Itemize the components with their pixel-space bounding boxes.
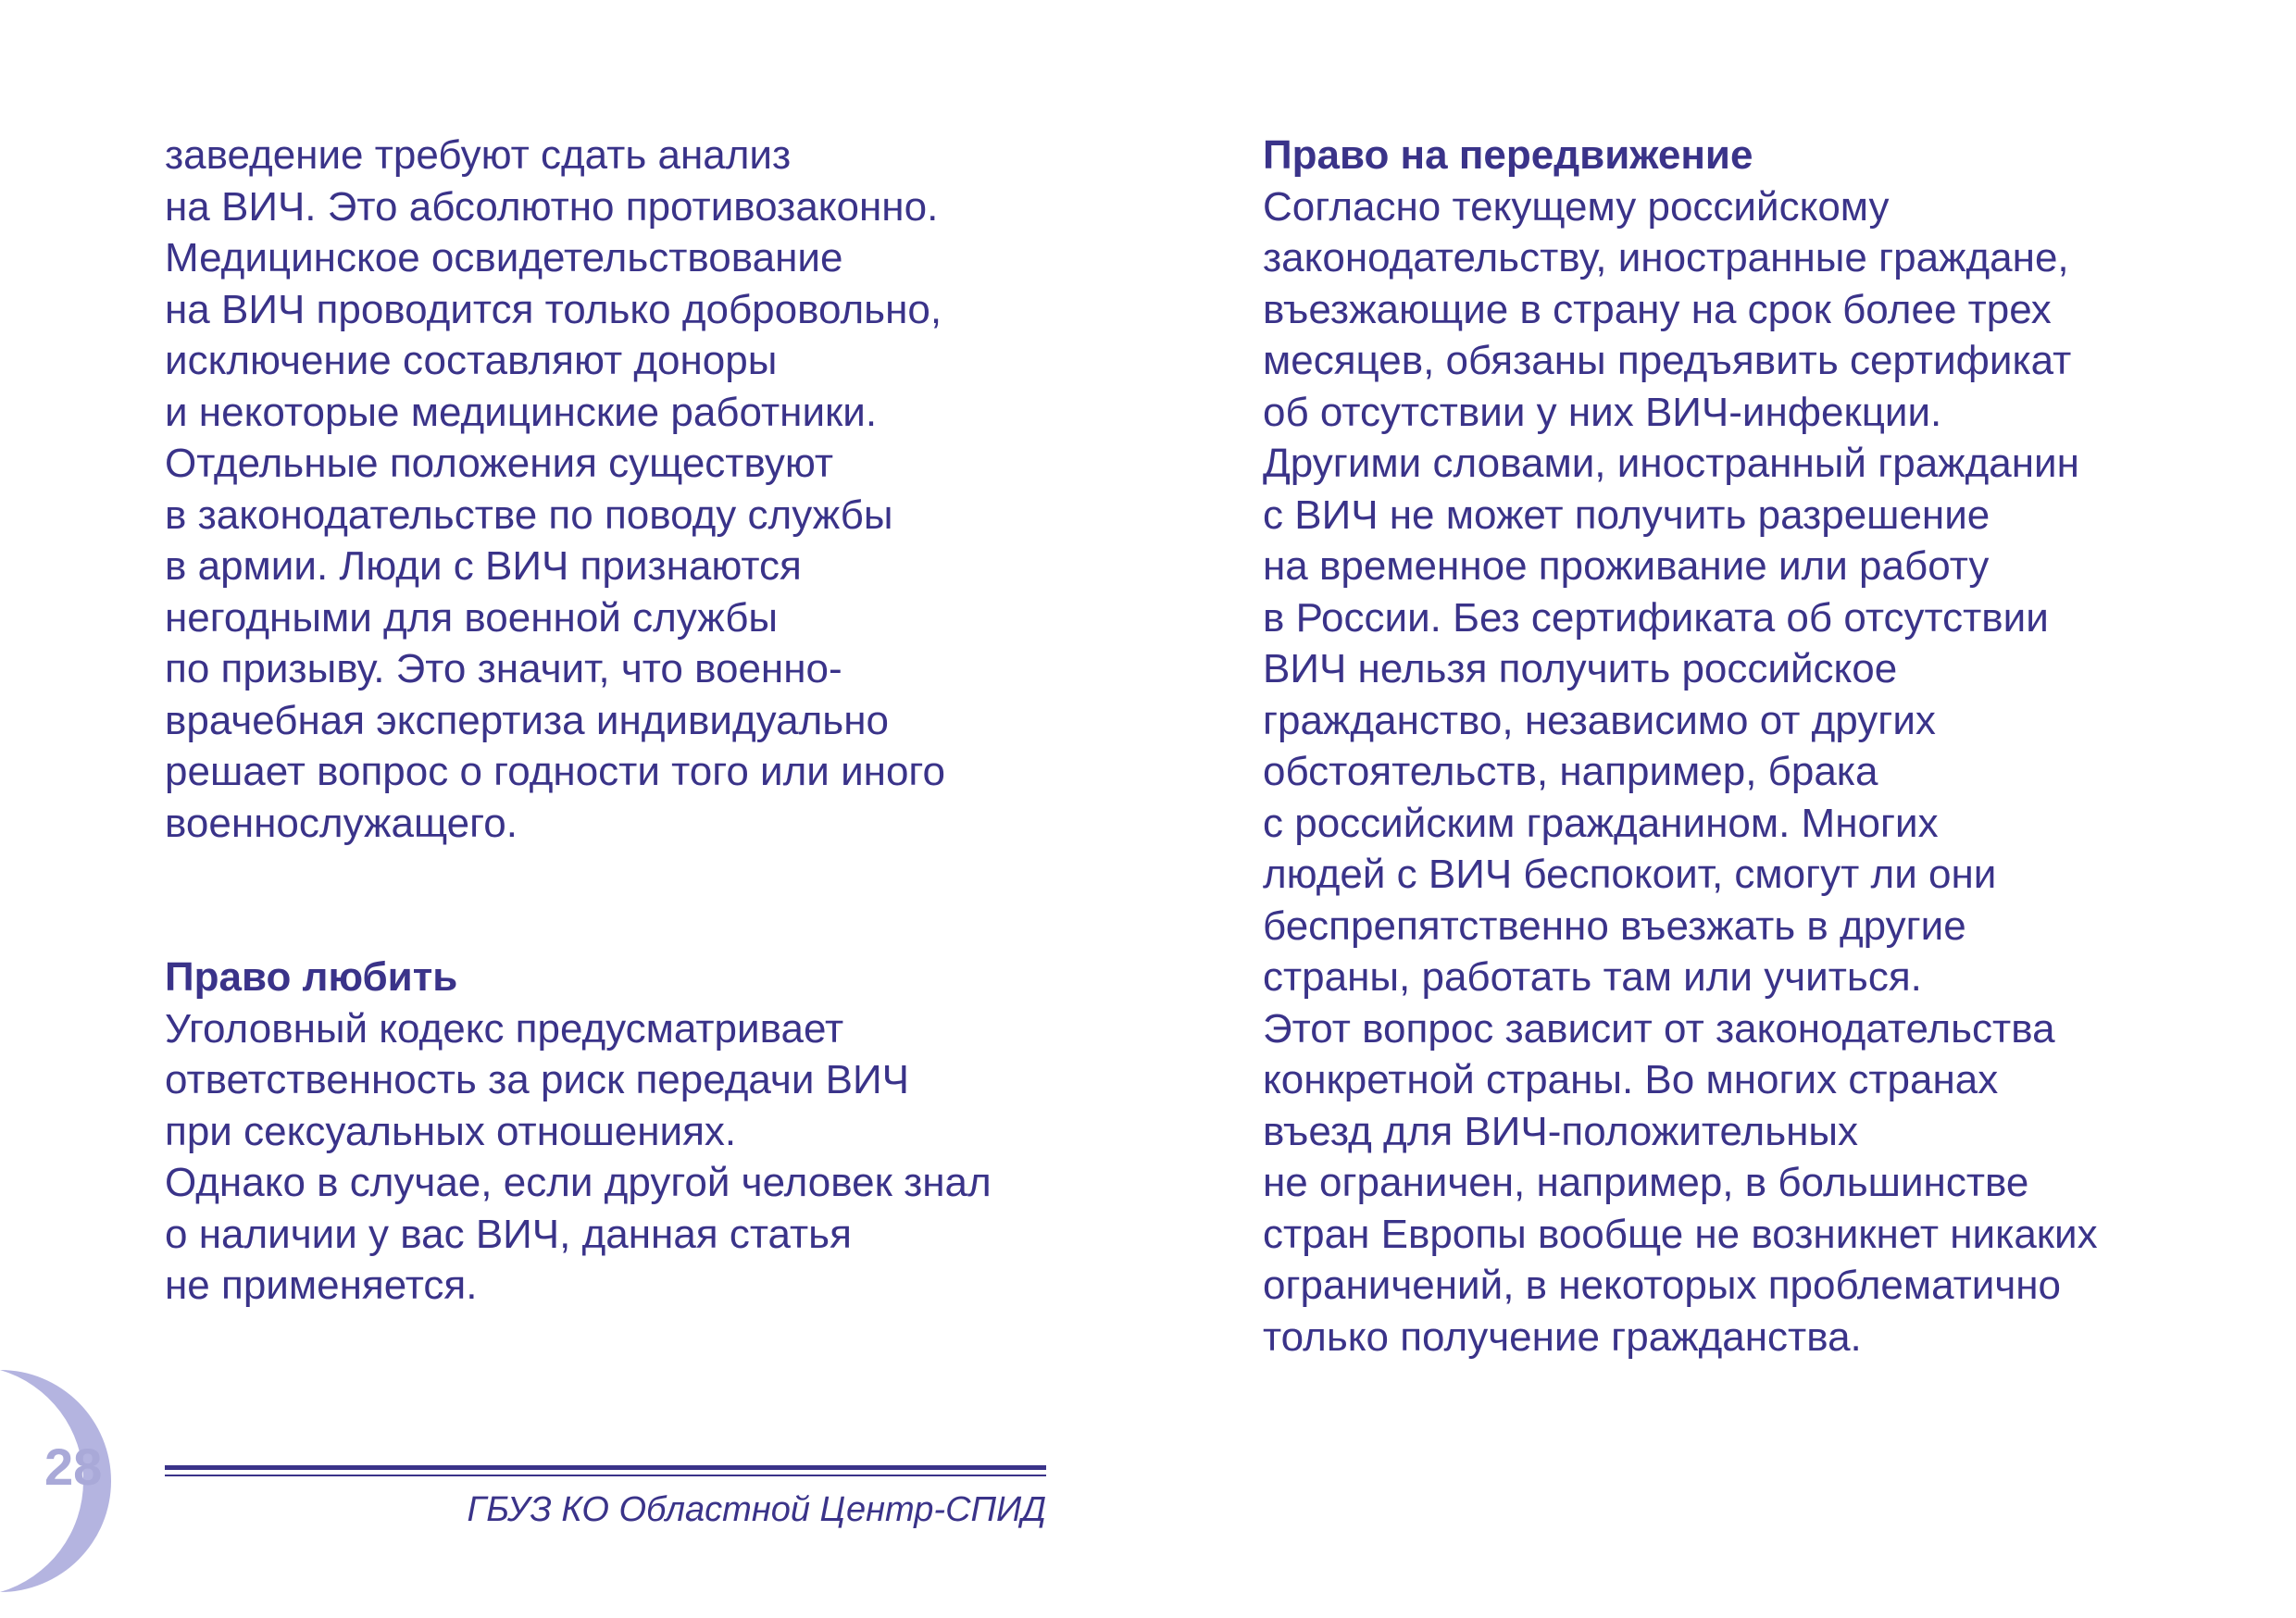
intro-line: на ВИЧ проводится только добровольно, (165, 286, 942, 332)
section-heading-movement: Право на передвижение (1263, 132, 1753, 178)
movement-line: конкретной страны. Во многих странах (1263, 1057, 1999, 1102)
love-line: Однако в случае, если другой человек знал (165, 1160, 992, 1205)
movement-line: с российским гражданином. Многих (1263, 800, 1939, 846)
movement-line: обстоятельств, например, брака (1263, 749, 1878, 794)
intro-line: на ВИЧ. Это абсолютно противозаконно. (165, 183, 939, 230)
movement-line: стран Европы вообще не возникнет никаких (1263, 1211, 2098, 1257)
intro-line: врачебная экспертиза индивидуально (165, 697, 889, 743)
movement-line: с ВИЧ не может получить разрешение (1263, 492, 1990, 538)
left-column (165, 130, 1128, 1312)
section-heading-love: Право любить (165, 954, 458, 1000)
movement-line: об отсутствии у них ВИЧ-инфекции. (1263, 389, 1942, 435)
intro-paragraph (165, 130, 1128, 849)
love-line: ответственность за риск передачи ВИЧ (165, 1057, 909, 1102)
movement-paragraph (1263, 181, 2244, 1363)
love-paragraph (165, 1003, 1128, 1312)
movement-line: месяцев, обязаны предъявить сертификат (1263, 338, 2072, 383)
intro-line: по призыву. Это значит, что военно- (165, 646, 842, 691)
movement-line: не ограничен, например, в большинстве (1263, 1160, 2029, 1205)
movement-line: гражданство, независимо от других (1263, 697, 1936, 743)
footer-rule (165, 1465, 1046, 1470)
love-line: о наличии у вас ВИЧ, данная статья (165, 1211, 852, 1257)
intro-line: в законодательстве по поводу службы (165, 492, 893, 538)
movement-line: Другими словами, иностранный гражданин (1263, 441, 2079, 486)
movement-line: въезжающие в страну на срок более трех (1263, 286, 2052, 332)
page-number: 28 (44, 1438, 103, 1496)
intro-line: военнослужащего. (165, 800, 518, 846)
section-gap (165, 849, 1128, 952)
intro-line: заведение требуют сдать анализ (165, 132, 792, 178)
movement-line: Согласно текущему российскому (1263, 183, 1890, 230)
intro-line: в армии. Люди с ВИЧ признаются (165, 543, 802, 589)
love-line: не применяется. (165, 1263, 478, 1308)
movement-line: законодательству, иностранные граждане, (1263, 235, 2069, 280)
movement-line: в России. Без сертификата об отсутствии (1263, 594, 2049, 641)
love-line: при сексуальных отношениях. (165, 1108, 737, 1154)
movement-line: страны, работать там или учиться. (1263, 954, 1922, 1000)
intro-line: Медицинское освидетельствование (165, 235, 843, 280)
right-column (1263, 130, 2244, 1363)
footer-organization: ГБУЗ КО Областной Центр-СПИД (467, 1490, 1046, 1529)
intro-line: Отдельные положения существуют (165, 441, 834, 486)
footer-rule-thin (165, 1475, 1046, 1476)
love-line: Уголовный кодекс предусматривает (165, 1005, 844, 1052)
movement-line: Этот вопрос зависит от законодательства (1263, 1005, 2055, 1052)
movement-line: людей с ВИЧ беспокоит, смогут ли они (1263, 852, 1997, 897)
movement-line: на временное проживание или работу (1263, 543, 1990, 589)
intro-line: решает вопрос о годности того или иного (165, 749, 945, 794)
movement-line: ограничений, в некоторых проблематично (1263, 1263, 2062, 1308)
movement-line: беспрепятственно въезжать в другие (1263, 902, 1966, 949)
intro-line: исключение составляют доноры (165, 338, 778, 383)
intro-line: негодными для военной службы (165, 594, 779, 641)
intro-line: и некоторые медицинские работники. (165, 389, 878, 435)
movement-line: въезд для ВИЧ-положительных (1263, 1108, 1859, 1154)
movement-line: ВИЧ нельзя получить российское (1263, 646, 1898, 691)
movement-line: только получение гражданства. (1263, 1313, 1862, 1360)
